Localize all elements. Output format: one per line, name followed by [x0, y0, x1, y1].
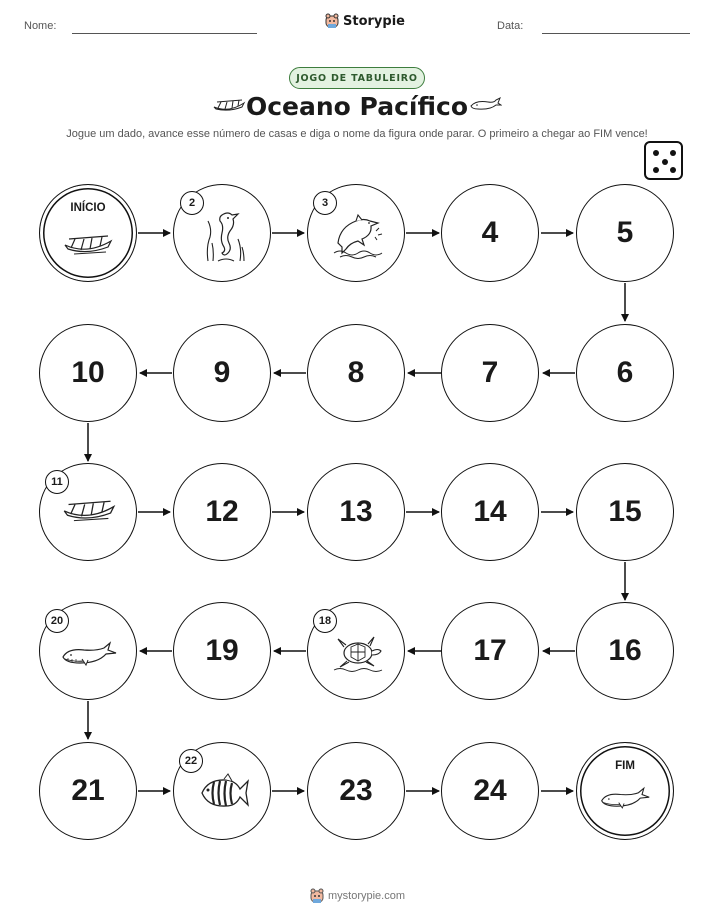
name-label: Nome: [24, 20, 57, 32]
cell-12[interactable] [173, 463, 271, 561]
cell-19[interactable] [173, 602, 271, 700]
cell-23[interactable] [307, 742, 405, 840]
cell-number: 10 [71, 356, 105, 389]
cell-number: 24 [473, 774, 507, 807]
cell-7[interactable] [441, 324, 539, 422]
canoe-icon [62, 233, 114, 259]
cell-number: 13 [339, 495, 373, 528]
footer-url[interactable]: mystorypie.com [328, 890, 406, 902]
cell-number: 9 [213, 356, 231, 389]
cell-number: 23 [339, 774, 373, 807]
cell-number: 5 [616, 216, 634, 249]
cell-number: 15 [608, 495, 642, 528]
fish-icon [198, 773, 250, 813]
cell-4[interactable] [441, 184, 539, 282]
dolphin-icon [330, 209, 386, 259]
cell-number: 21 [71, 774, 105, 807]
cell-9[interactable] [173, 324, 271, 422]
cell-13[interactable] [307, 463, 405, 561]
finish-cell[interactable] [576, 742, 674, 840]
cell-17[interactable] [441, 602, 539, 700]
storypie-mascot-icon [310, 888, 324, 904]
cell-8[interactable] [307, 324, 405, 422]
cell-number-badge: 11 [45, 470, 69, 494]
cell-number-badge: 18 [313, 609, 337, 633]
page-title: Oceano Pacífico [245, 92, 468, 121]
cell-10[interactable] [39, 324, 137, 422]
seahorse-icon [202, 207, 248, 263]
cell-number: 8 [347, 356, 365, 389]
start-cell[interactable] [39, 184, 137, 282]
date-label: Data: [497, 20, 524, 32]
cell-number: 14 [473, 495, 507, 528]
cell-16[interactable] [576, 602, 674, 700]
cell-number: 7 [481, 356, 499, 389]
cell-15[interactable] [576, 463, 674, 561]
cell-21[interactable] [39, 742, 137, 840]
cell-6[interactable] [576, 324, 674, 422]
brand-name: Storypie [343, 13, 405, 29]
cell-number: 12 [205, 495, 239, 528]
category-badge: JOGO DE TABULEIRO [289, 67, 425, 89]
whale-icon [599, 785, 651, 813]
cell-number-badge: 22 [179, 749, 203, 773]
footer [310, 888, 405, 904]
cell-number-badge: 3 [313, 191, 337, 215]
cell-number-badge: 2 [180, 191, 204, 215]
start-label: INÍCIO [70, 202, 106, 214]
whale-icon [60, 641, 118, 669]
canoe-icon [60, 498, 118, 526]
cell-number: 16 [608, 634, 642, 667]
cell-24[interactable] [441, 742, 539, 840]
instructions-text: Jogue um dado, avance esse número de casas e diga o nome da figura onde parar. O primeiro a chegar ao FIM vence! [66, 128, 648, 140]
cell-number: 17 [473, 634, 507, 667]
cell-14[interactable] [441, 463, 539, 561]
turtle-icon [332, 633, 384, 673]
cell-number: 19 [205, 634, 239, 667]
cell-5[interactable] [576, 184, 674, 282]
finish-label: FIM [615, 760, 635, 772]
cell-number-badge: 20 [45, 609, 69, 633]
cell-number: 4 [481, 216, 499, 249]
cell-number: 6 [616, 356, 634, 389]
